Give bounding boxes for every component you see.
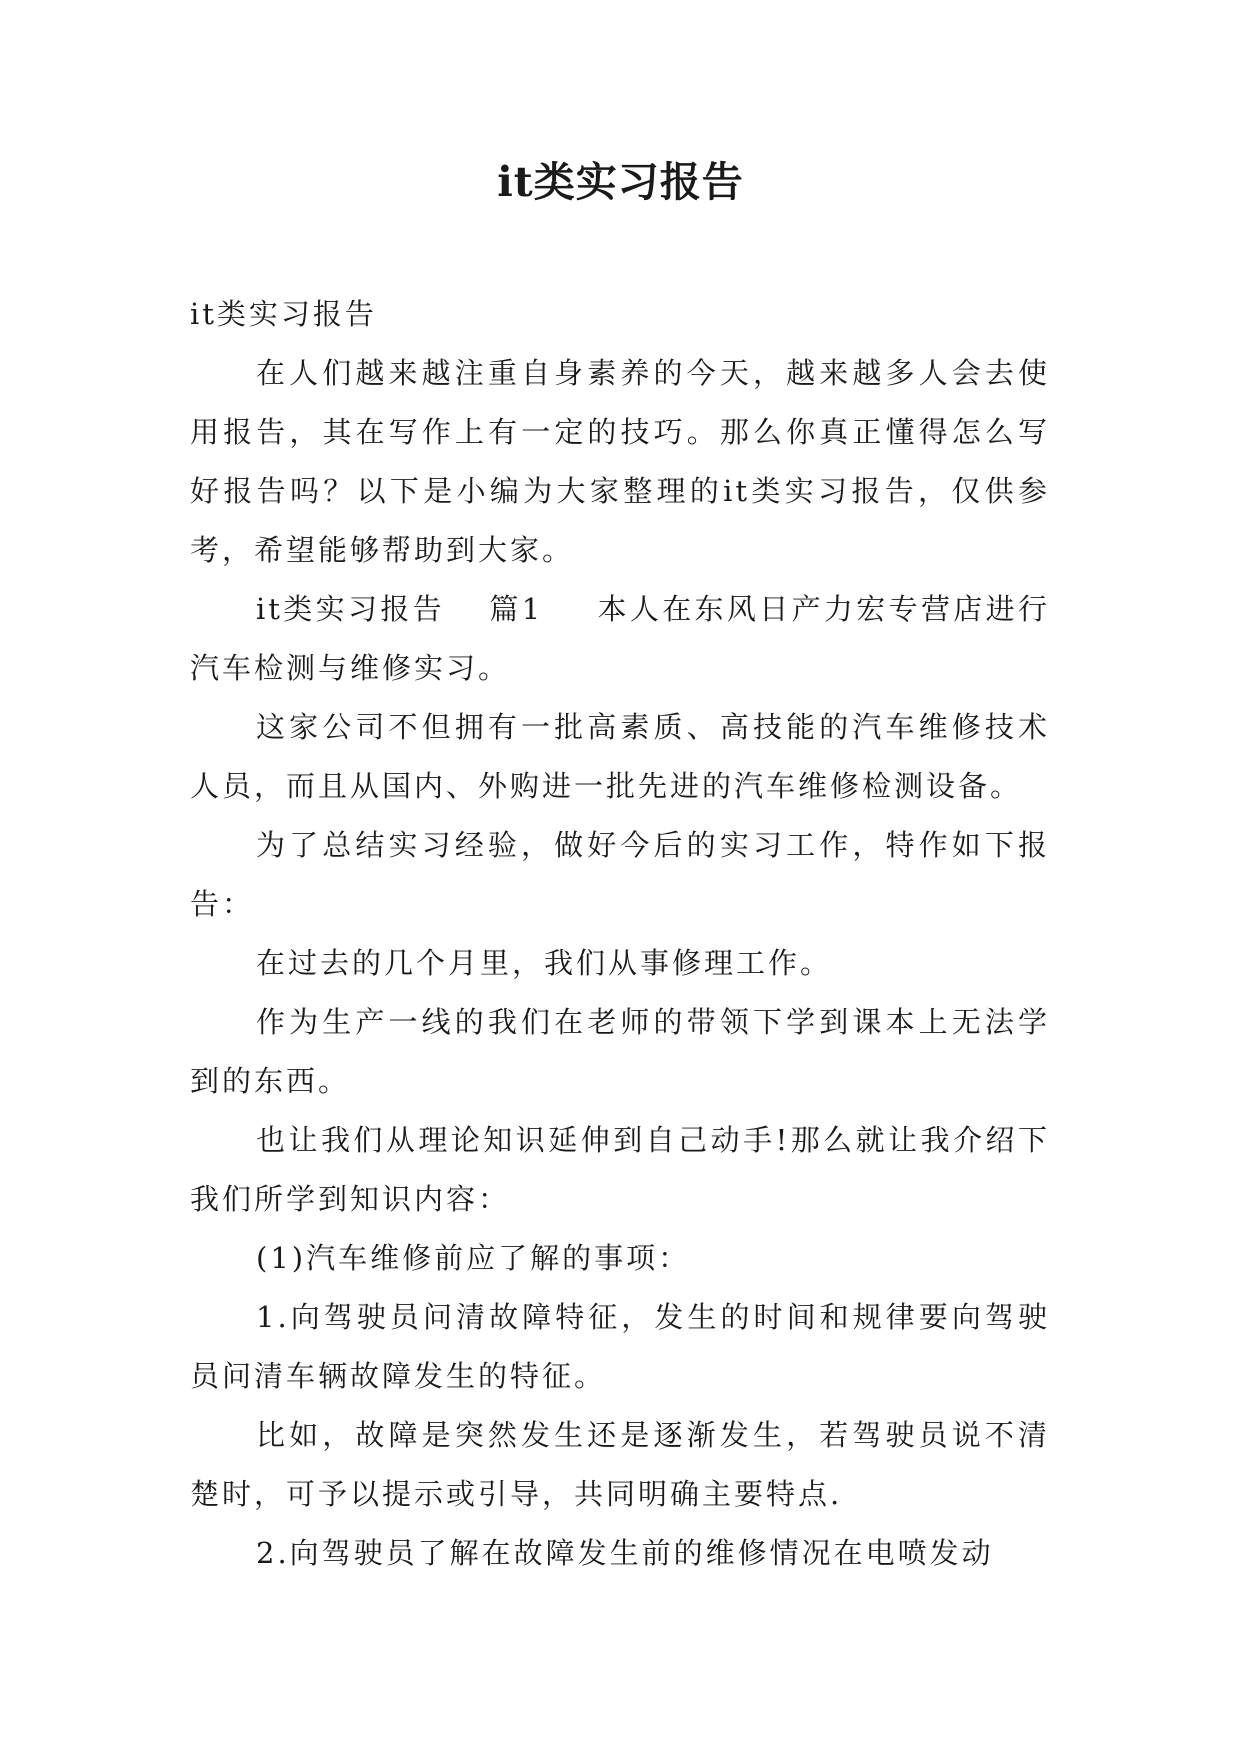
body-paragraph: 比如，故障是突然发生还是逐渐发生，若驾驶员说不清楚时，可予以提示或引导，共同明确主要特点.	[190, 1418, 1050, 1511]
body-paragraph: 也让我们从理论知识延伸到自己动手!那么就让我介绍下我们所学到知识内容：	[190, 1123, 1050, 1216]
list-heading: (1)汽车维修前应了解的事项：	[256, 1241, 691, 1275]
list-item: 1.向驾驶员问清故障特征，发生的时间和规律要向驾驶员问清车辆故障发生的特征。	[190, 1300, 1050, 1393]
body-paragraph: 在过去的几个月里，我们从事修理工作。	[256, 946, 833, 980]
body-paragraph: 为了总结实习经验，做好今后的实习工作，特作如下报告：	[190, 828, 1050, 921]
section-paragraph	[190, 580, 1050, 698]
section-label: 篇1	[489, 592, 544, 626]
section-heading: it类实习报告	[256, 592, 445, 626]
section-text: 本人在东风日产力宏专营店进行汽车检测与维修实习。	[190, 592, 1050, 685]
list-item: 2.向驾驶员了解在故障发生前的维修情况在电喷发动	[256, 1536, 994, 1570]
subtitle-line: it类实习报告	[190, 297, 377, 331]
intro-paragraph: 在人们越来越注重自身素养的今天，越来越多人会去使用报告，其在写作上有一定的技巧。那么你真正懂得怎么写好报告吗？以下是小编为大家整理的it类实习报告，仅供参考，希望能够帮助到大家。	[190, 356, 1050, 567]
body-paragraph: 这家公司不但拥有一批高素质、高技能的汽车维修技术人员，而且从国内、外购进一批先进的汽车维修检测设备。	[190, 710, 1050, 803]
document-title: it类实习报告	[497, 158, 744, 206]
body-paragraph: 作为生产一线的我们在老师的带领下学到课本上无法学到的东西。	[190, 1005, 1050, 1098]
document-body	[190, 285, 1050, 1583]
